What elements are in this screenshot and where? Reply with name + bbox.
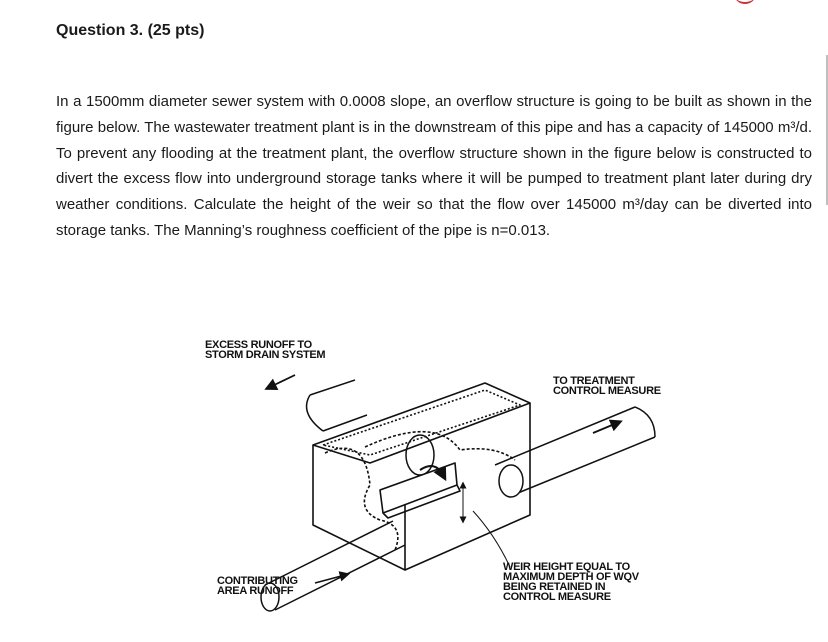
question-title: Question 3. (25 pts): [56, 22, 205, 39]
weir-leader-line: [473, 511, 510, 567]
outlet-pipe: [495, 407, 655, 497]
label-weir-2: MAXIMUM DEPTH OF WQV: [503, 571, 639, 583]
page-edge-mark: [735, 0, 755, 4]
label-weir-1: WEIR HEIGHT EQUAL TO: [503, 561, 630, 573]
excess-runoff-arrow: [270, 375, 295, 387]
label-contributing-1: CONTRIBUTING: [217, 575, 298, 587]
overflow-structure-diagram: [195, 335, 665, 617]
question-body: In a 1500mm diameter sewer system with 0.0008 slope, an overflow structure is going to be built as shown in the figure below. The wastewater treatment plant is in the downstream of this pipe and has a capacity of 145000 m³/d. To prevent any flooding at the treatment plant, the overflow structure shown in the figure below is constructed to divert the excess flow into underground storage tanks where it will be pumped to treatment plant later during dry weather conditions. Calculate the height of the weir so that the flow over 145000 m³/day can be diverted into storage tanks. The Manning’s roughness coefficient of the pipe is n=0.013.: [56, 93, 812, 239]
label-weir-3: BEING RETAINED IN: [503, 581, 606, 593]
label-weir-4: CONTROL MEASURE: [503, 591, 611, 603]
label-treatment-1: TO TREATMENT: [553, 375, 635, 387]
label-excess-runoff-2: STORM DRAIN SYSTEM: [205, 349, 326, 361]
treatment-arrow: [593, 423, 617, 433]
overflow-structure-figure: [195, 335, 665, 617]
label-excess-runoff-1: EXCESS RUNOFF TO: [205, 339, 312, 351]
label-treatment-2: CONTROL MEASURE: [553, 385, 661, 397]
weir-plate: [380, 463, 460, 518]
label-contributing-2: AREA RUNOFF: [217, 585, 294, 597]
overflow-pipe: [307, 380, 367, 431]
